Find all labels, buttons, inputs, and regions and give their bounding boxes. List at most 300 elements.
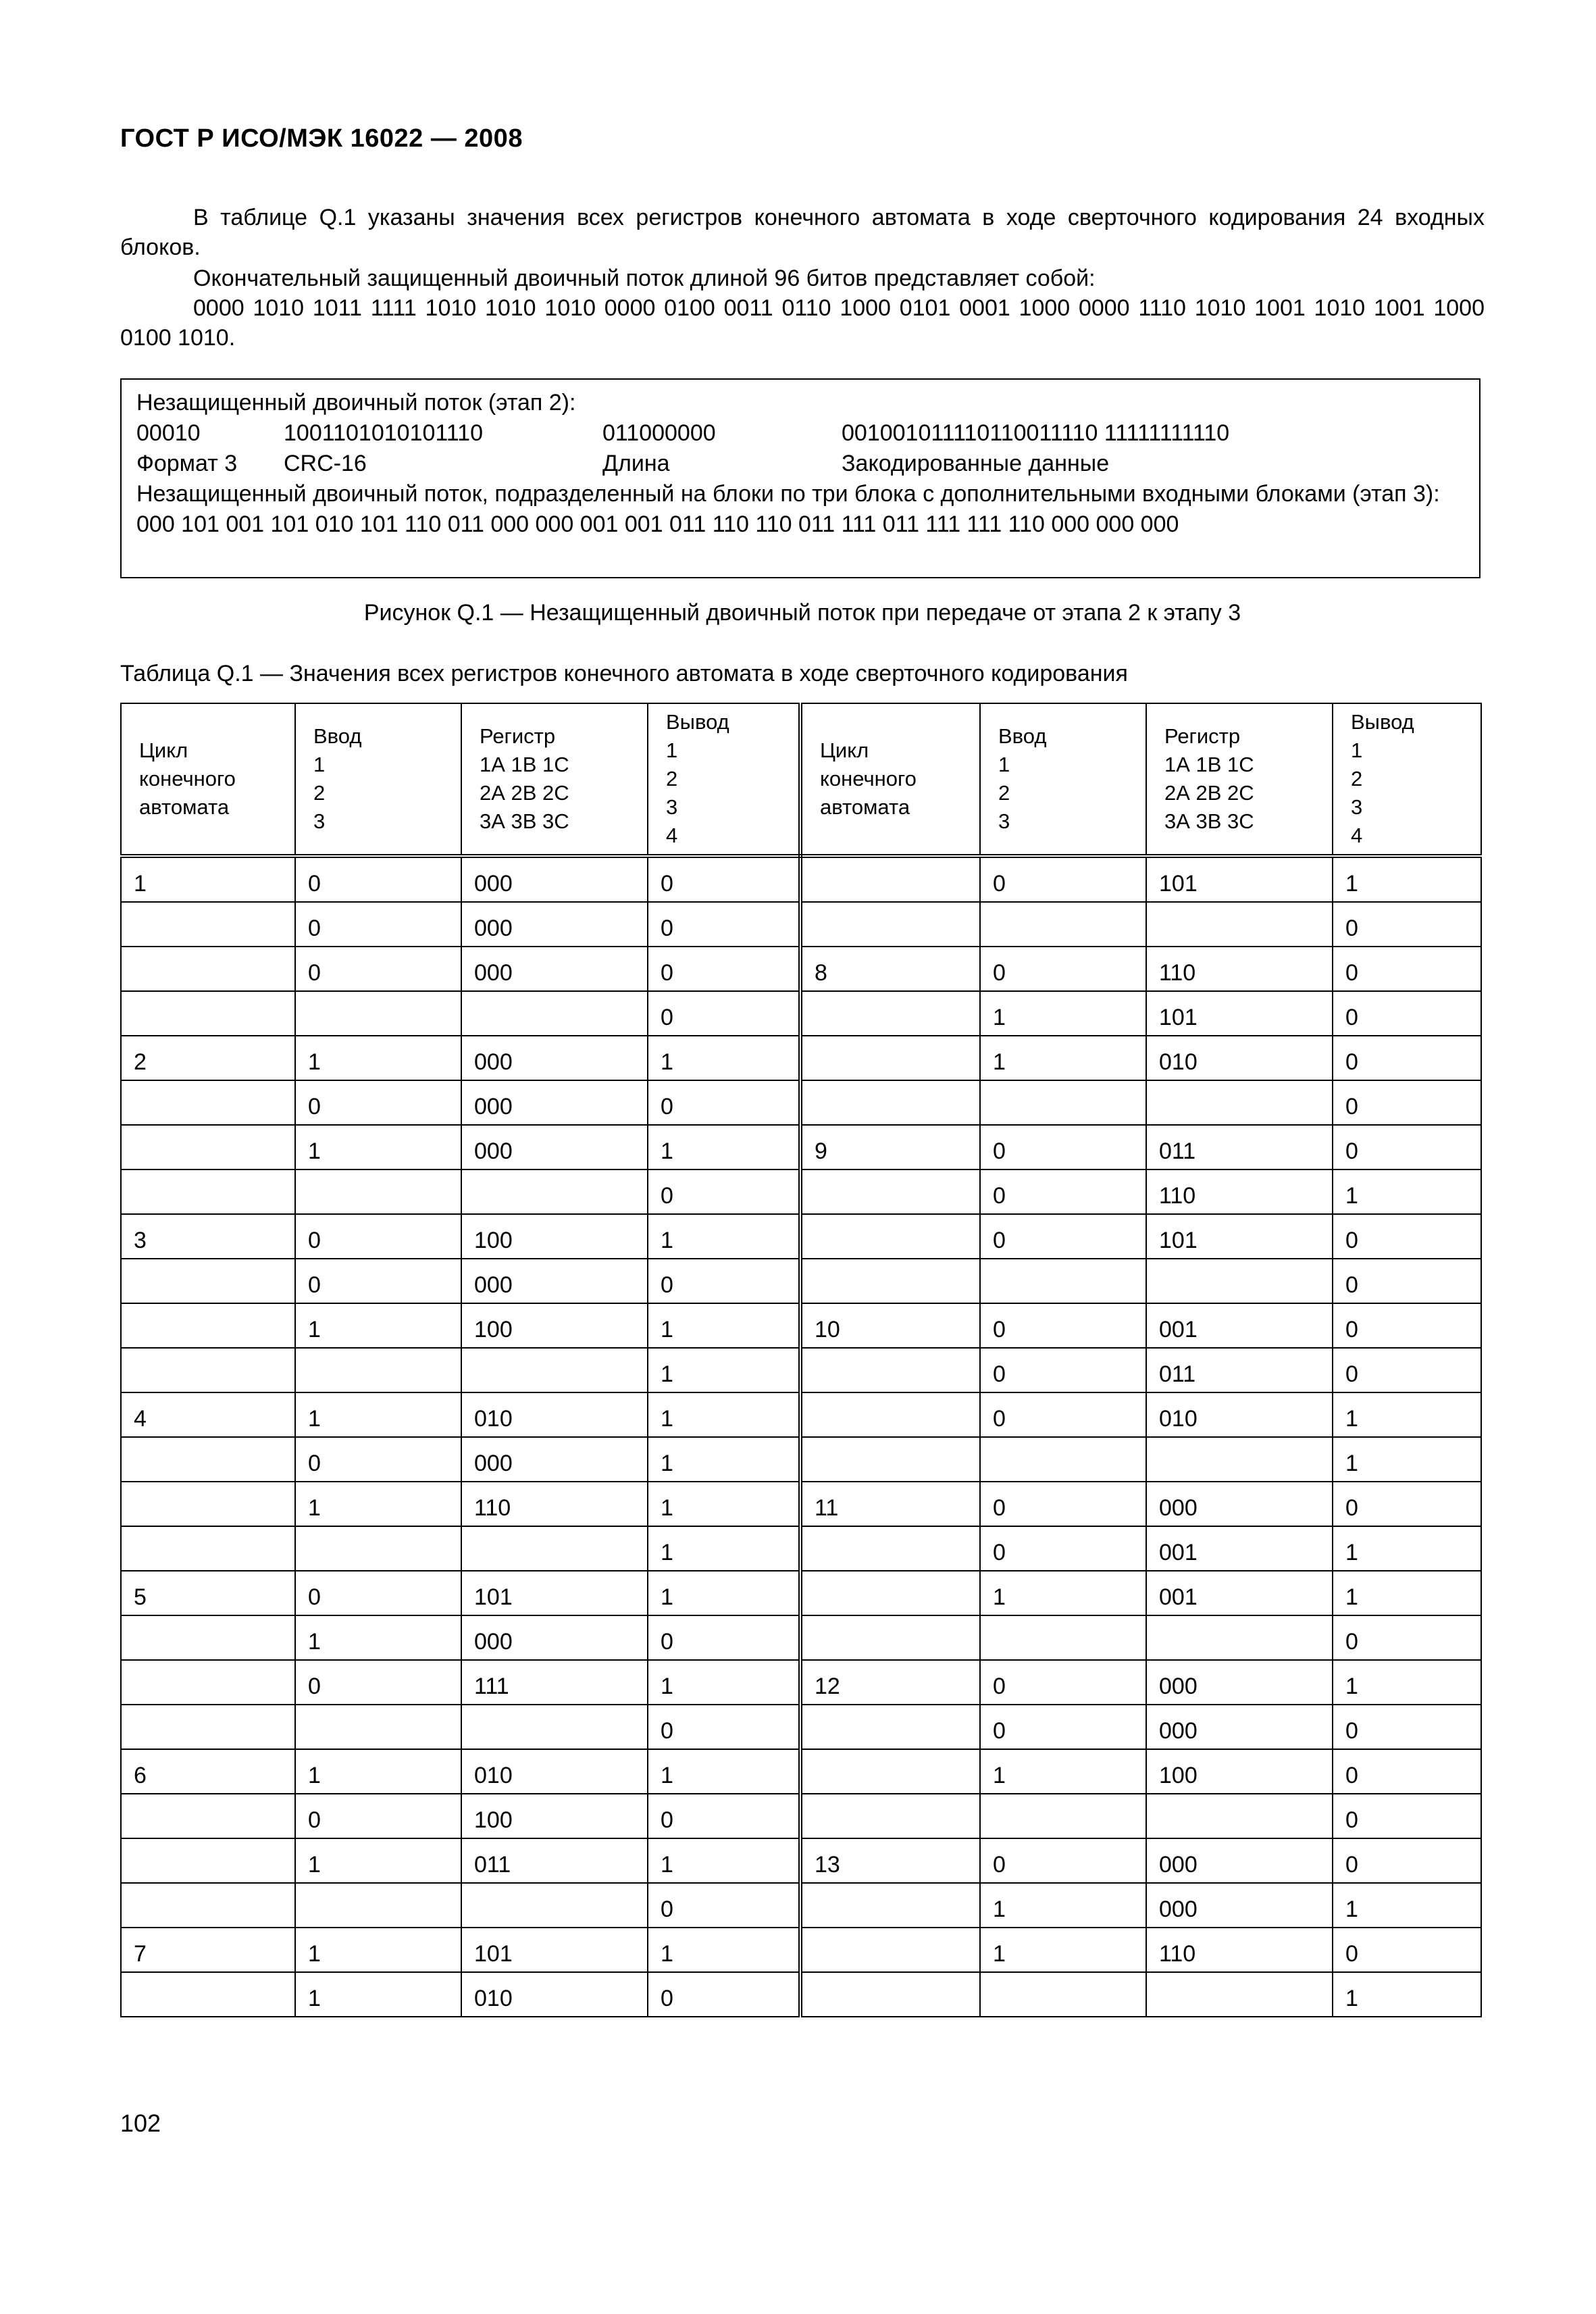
cell-value: 0 (308, 1674, 321, 1699)
bits-length: 011000000 (602, 420, 716, 446)
cell-value (134, 1209, 294, 1213)
cell-value: 0 (993, 1495, 1006, 1521)
bits-data: 001001011110110011110 11111111110 (842, 420, 1230, 446)
input-cell (980, 1169, 1146, 1214)
cell-value: 1 (993, 1005, 1006, 1030)
cycle-cell (800, 1437, 980, 1482)
cell-value: 0 (308, 871, 321, 897)
input-cell (295, 1838, 461, 1883)
cycle-cell (800, 1214, 980, 1259)
table-row (121, 1482, 1481, 1526)
cell-value: 0 (661, 1005, 673, 1030)
header-register-line: 3А 3В 3С (1164, 809, 1254, 833)
cell-value: 001 (1159, 1540, 1198, 1565)
table-row (121, 1169, 1481, 1214)
header-output (648, 703, 800, 856)
header-input-line: Ввод (313, 724, 362, 748)
output-cell (648, 1437, 800, 1482)
output-cell (1333, 1036, 1481, 1080)
output-cell (1333, 1615, 1481, 1660)
cell-value: 1 (661, 1228, 673, 1253)
cycle-cell (121, 1749, 295, 1794)
table-row (121, 1749, 1481, 1794)
input-cell (980, 1705, 1146, 1749)
cell-value (308, 1031, 461, 1035)
cell-value: 1 (1345, 1540, 1358, 1565)
cell-value (474, 1923, 647, 1927)
output-cell (1333, 1125, 1481, 1169)
cell-value: 1 (993, 1941, 1006, 1967)
register-cell (1146, 902, 1333, 947)
cell-value: 100 (474, 1228, 513, 1253)
cell-value (134, 1700, 294, 1704)
cell-value: 1 (993, 1896, 1006, 1922)
cycle-cell (121, 1036, 295, 1080)
cell-value (993, 1655, 1145, 1659)
cell-value: 12 (815, 1674, 840, 1699)
input-cell (295, 856, 461, 902)
input-cell (295, 1125, 461, 1169)
cell-value: 110 (474, 1495, 511, 1521)
table-row (121, 991, 1481, 1036)
register-cell (461, 1259, 648, 1303)
table-row (121, 1972, 1481, 2017)
cell-value (134, 1299, 294, 1303)
input-cell (295, 1883, 461, 1928)
cell-value: 1 (993, 1763, 1006, 1788)
cell-value: 0 (993, 1228, 1006, 1253)
cell-value: 0 (661, 1807, 673, 1833)
cell-value (815, 1566, 979, 1570)
output-cell (1333, 1838, 1481, 1883)
cell-value (134, 942, 294, 946)
register-cell (1146, 1705, 1333, 1749)
input-cell (980, 1392, 1146, 1437)
cell-value (993, 1834, 1145, 1838)
input-cell (980, 1928, 1146, 1972)
cell-value: 110 (1159, 1183, 1196, 1209)
intro-paragraph-1: В таблице Q.1 указаны значения всех регистров конечного автомата в ходе сверточного кодирования 24 входных блоков. (120, 205, 1485, 260)
cell-value: 1 (134, 871, 147, 897)
cycle-cell (121, 1259, 295, 1303)
register-cell (461, 1615, 648, 1660)
input-cell (980, 1794, 1146, 1838)
cycle-cell (800, 1080, 980, 1125)
register-cell (461, 856, 648, 902)
cycle-cell (800, 1705, 980, 1749)
register-cell (1146, 1749, 1333, 1794)
cell-value: 0 (1345, 1361, 1358, 1387)
input-cell (295, 1972, 461, 2017)
cell-value: 0 (661, 1896, 673, 1922)
header-output-line: 1 (666, 738, 678, 762)
cell-value: 1 (661, 1361, 673, 1387)
register-cell (1146, 1214, 1333, 1259)
cell-value: 0 (308, 960, 321, 986)
cell-value: 0 (308, 1094, 321, 1120)
register-cell (461, 1972, 648, 2017)
register-cell (1146, 1036, 1333, 1080)
header-output-line: 4 (666, 824, 678, 847)
cell-value: 101 (1159, 1228, 1198, 1253)
output-cell (648, 1482, 800, 1526)
output-cell (648, 1214, 800, 1259)
cell-value (815, 942, 979, 946)
bits-crc: 1001101010101110 (284, 420, 483, 446)
output-cell (648, 1169, 800, 1214)
cell-value: 0 (993, 1540, 1006, 1565)
cell-value: 000 (474, 1629, 513, 1655)
cycle-cell (121, 902, 295, 947)
table-row (121, 1571, 1481, 1615)
output-cell (648, 1972, 800, 2017)
input-cell (295, 1214, 461, 1259)
cell-value: 1 (308, 1986, 321, 2011)
cell-value (308, 1744, 461, 1749)
input-cell (980, 1838, 1146, 1883)
cell-value: 0 (661, 1183, 673, 1209)
input-cell (295, 1036, 461, 1080)
cycle-cell (121, 1571, 295, 1615)
output-cell (648, 1080, 800, 1125)
input-cell (295, 991, 461, 1036)
header-input (295, 703, 461, 856)
cell-value (815, 1388, 979, 1392)
cell-value: 1 (1345, 1183, 1358, 1209)
cell-value: 6 (134, 1763, 147, 1788)
output-cell (1333, 1972, 1481, 2017)
register-cell (461, 1928, 648, 1972)
register-cell (461, 1571, 648, 1615)
cell-value: 0 (308, 1272, 321, 1298)
cell-value: 1 (308, 1763, 321, 1788)
register-cell (461, 1838, 648, 1883)
register-cell (1146, 1883, 1333, 1928)
cell-value (134, 1521, 294, 1526)
header-output-line: Вывод (1351, 710, 1414, 734)
cycle-cell (121, 1615, 295, 1660)
cycle-cell (121, 991, 295, 1036)
cell-value: 000 (474, 1272, 513, 1298)
cell-value: 000 (1159, 1674, 1198, 1699)
cycle-cell (121, 1794, 295, 1838)
register-cell (461, 1883, 648, 1928)
output-cell (1333, 1571, 1481, 1615)
table-row (121, 1615, 1481, 1660)
register-cell (1146, 1437, 1333, 1482)
cell-value: 0 (661, 1094, 673, 1120)
cycle-cell (800, 947, 980, 991)
cell-value: 000 (474, 1138, 513, 1164)
header-output (1333, 703, 1481, 856)
cell-value: 0 (1345, 1629, 1358, 1655)
cell-value: 1 (1345, 871, 1358, 897)
cell-value (1159, 1655, 1332, 1659)
input-cell (295, 1169, 461, 1214)
cell-value: 1 (308, 1629, 321, 1655)
output-cell (1333, 1928, 1481, 1972)
cell-value: 0 (993, 1852, 1006, 1878)
table-row (121, 1392, 1481, 1437)
cell-value: 0 (308, 1584, 321, 1610)
cycle-cell (800, 1660, 980, 1705)
output-cell (1333, 1482, 1481, 1526)
cell-value: 0 (1345, 1005, 1358, 1030)
output-cell (648, 1794, 800, 1838)
cell-value: 1 (661, 1451, 673, 1476)
cycle-cell (121, 1482, 295, 1526)
input-cell (980, 1482, 1146, 1526)
table-row (121, 1883, 1481, 1928)
cell-value: 010 (474, 1406, 513, 1432)
register-cell (461, 1437, 648, 1482)
cell-value (993, 1299, 1145, 1303)
cycle-cell (800, 1125, 980, 1169)
cell-value (134, 986, 294, 990)
cell-value: 011 (1159, 1361, 1196, 1387)
cycle-cell (121, 1392, 295, 1437)
cell-value: 0 (1345, 1228, 1358, 1253)
cell-value: 0 (1345, 1317, 1358, 1342)
cell-value: 100 (1159, 1763, 1198, 1788)
cell-value: 0 (993, 871, 1006, 897)
header-cycle (800, 703, 980, 856)
output-cell (648, 991, 800, 1036)
cell-value (474, 1744, 647, 1749)
register-cell (1146, 1482, 1333, 1526)
table-row (121, 1660, 1481, 1705)
figure-line-1 (136, 388, 1464, 418)
cycle-cell (800, 1571, 980, 1615)
input-cell (980, 1615, 1146, 1660)
cell-value: 0 (993, 1406, 1006, 1432)
cycle-cell (121, 1883, 295, 1928)
register-cell (461, 1482, 648, 1526)
register-cell (1146, 1259, 1333, 1303)
register-cell (461, 1794, 648, 1838)
cell-value: 8 (815, 960, 827, 986)
cycle-cell (800, 1169, 980, 1214)
output-cell (648, 1660, 800, 1705)
cycle-cell (800, 1259, 980, 1303)
header-input-line: Ввод (998, 724, 1047, 748)
register-cell (461, 1348, 648, 1392)
input-cell (980, 947, 1146, 991)
cell-value (308, 1923, 461, 1927)
cell-value: 0 (993, 1138, 1006, 1164)
cell-value: 1 (1345, 1584, 1358, 1610)
cell-value (993, 2012, 1145, 2016)
page-number: 102 (120, 2109, 161, 2137)
cell-value (474, 1031, 647, 1035)
input-cell (295, 1526, 461, 1571)
table-row (121, 947, 1481, 991)
output-cell (1333, 1749, 1481, 1794)
cell-value: 010 (1159, 1049, 1198, 1075)
cycle-cell (800, 1392, 980, 1437)
output-cell (1333, 1660, 1481, 1705)
header-cycle-line: конечного (139, 767, 236, 790)
cell-value: 0 (1345, 1718, 1358, 1744)
input-cell (980, 991, 1146, 1036)
output-cell (648, 1392, 800, 1437)
cycle-cell (800, 991, 980, 1036)
cell-value (308, 1209, 461, 1213)
cell-value: 1 (993, 1584, 1006, 1610)
input-cell (980, 1080, 1146, 1125)
cell-value: 101 (474, 1941, 513, 1967)
cell-value (815, 1477, 979, 1481)
register-cell (1146, 856, 1333, 902)
register-cell (461, 991, 648, 1036)
cell-value: 0 (1345, 1763, 1358, 1788)
output-cell (648, 1838, 800, 1883)
cell-value: 1 (1345, 1986, 1358, 2011)
register-cell (461, 947, 648, 991)
input-cell (295, 1571, 461, 1615)
header-register (461, 703, 648, 856)
output-cell (1333, 1526, 1481, 1571)
cell-value: 1 (1345, 1674, 1358, 1699)
cell-value (134, 1120, 294, 1124)
output-cell (1333, 1303, 1481, 1348)
register-cell (461, 902, 648, 947)
register-cell (1146, 1080, 1333, 1125)
header-output-line: 3 (666, 795, 678, 819)
cycle-cell (800, 1972, 980, 2017)
cell-value (134, 1655, 294, 1659)
cell-value (815, 1611, 979, 1615)
table-row (121, 1348, 1481, 1392)
header-output-line: 3 (1351, 795, 1363, 819)
cell-value (134, 1477, 294, 1481)
register-cell (1146, 1526, 1333, 1571)
cell-value (993, 1477, 1145, 1481)
input-cell (980, 1303, 1146, 1348)
cell-value: 000 (474, 915, 513, 941)
cell-value: 10 (815, 1317, 840, 1342)
cycle-cell (121, 1972, 295, 2017)
cell-value (815, 1789, 979, 1793)
cell-value (134, 2012, 294, 2016)
cell-value: 1 (661, 1584, 673, 1610)
cell-value: 000 (474, 960, 513, 986)
cell-value (815, 1209, 979, 1213)
cell-value (134, 1031, 294, 1035)
table-row (121, 902, 1481, 947)
register-cell (1146, 991, 1333, 1036)
cell-value: 0 (1345, 1495, 1358, 1521)
output-cell (1333, 1259, 1481, 1303)
cell-value (815, 1744, 979, 1749)
register-cell (1146, 1169, 1333, 1214)
intro-bitstream: 0000 1010 1011 1111 1010 1010 1010 0000 0100 0011 0110 1000 0101 0001 1000 0000 1110 1010 1001 1010 1001 1000 0100 1010. (120, 295, 1485, 351)
cell-value (1159, 1299, 1332, 1303)
bits-format: 00010 (136, 420, 201, 446)
table-row (121, 1794, 1481, 1838)
cycle-cell (800, 1883, 980, 1928)
output-cell (1333, 1214, 1481, 1259)
input-cell (980, 1437, 1146, 1482)
input-cell (295, 1615, 461, 1660)
header-register-line: 2А 2В 2С (480, 781, 569, 805)
output-cell (648, 1883, 800, 1928)
table-header-row (121, 703, 1481, 856)
cell-value: 100 (474, 1317, 513, 1342)
intro-paragraph-2: Окончательный защищенный двоичный поток длиной 96 битов представляет собой: (193, 266, 1096, 291)
input-cell (295, 1928, 461, 1972)
output-cell (1333, 1348, 1481, 1392)
input-cell (980, 1125, 1146, 1169)
register-cell (461, 1125, 648, 1169)
cell-value (134, 1566, 294, 1570)
register-cell (1146, 1125, 1333, 1169)
table-row (121, 1705, 1481, 1749)
cycle-cell (121, 1348, 295, 1392)
cell-value: 0 (993, 960, 1006, 986)
cell-value (1159, 1477, 1332, 1481)
register-cell (1146, 1838, 1333, 1883)
register-cell (1146, 1794, 1333, 1838)
cell-value: 1 (1345, 1896, 1358, 1922)
figure-q1-box (120, 378, 1481, 578)
input-cell (295, 1660, 461, 1705)
cell-value: 110 (1159, 960, 1196, 986)
cell-value: 5 (134, 1584, 147, 1610)
table-row (121, 1437, 1481, 1482)
cell-value: 0 (993, 1674, 1006, 1699)
output-cell (648, 1705, 800, 1749)
register-cell (461, 1214, 648, 1259)
register-cell (461, 1303, 648, 1348)
input-cell (295, 947, 461, 991)
cell-value: 0 (1345, 915, 1358, 941)
figure-line-3 (136, 449, 1464, 479)
cell-value (815, 1655, 979, 1659)
cell-value: 1 (661, 1138, 673, 1164)
table-row (121, 1080, 1481, 1125)
cell-value: 0 (993, 1361, 1006, 1387)
register-cell (461, 1705, 648, 1749)
cell-value: 1 (661, 1852, 673, 1878)
output-cell (648, 1303, 800, 1348)
register-cell (461, 1036, 648, 1080)
output-cell (648, 1259, 800, 1303)
cell-value: 001 (1159, 1584, 1198, 1610)
cell-value: 0 (661, 1986, 673, 2011)
cell-value (134, 1388, 294, 1392)
cycle-cell (800, 1749, 980, 1794)
cell-value: 0 (661, 871, 673, 897)
register-cell (1146, 1928, 1333, 1972)
cell-value: 0 (1345, 1852, 1358, 1878)
cell-value: 1 (308, 1138, 321, 1164)
header-input-line: 1 (313, 753, 326, 776)
output-cell (648, 1125, 800, 1169)
cycle-cell (800, 1348, 980, 1392)
table-row (121, 1125, 1481, 1169)
output-cell (1333, 1392, 1481, 1437)
output-cell (648, 1615, 800, 1660)
cell-value: 110 (1159, 1941, 1196, 1967)
output-cell (648, 947, 800, 991)
cell-value (815, 1120, 979, 1124)
cell-value: 1 (661, 1540, 673, 1565)
cell-value: 0 (1345, 1807, 1358, 1833)
cell-value (815, 1923, 979, 1927)
label-length: Длина (602, 451, 670, 476)
cell-value: 11 (815, 1495, 839, 1521)
